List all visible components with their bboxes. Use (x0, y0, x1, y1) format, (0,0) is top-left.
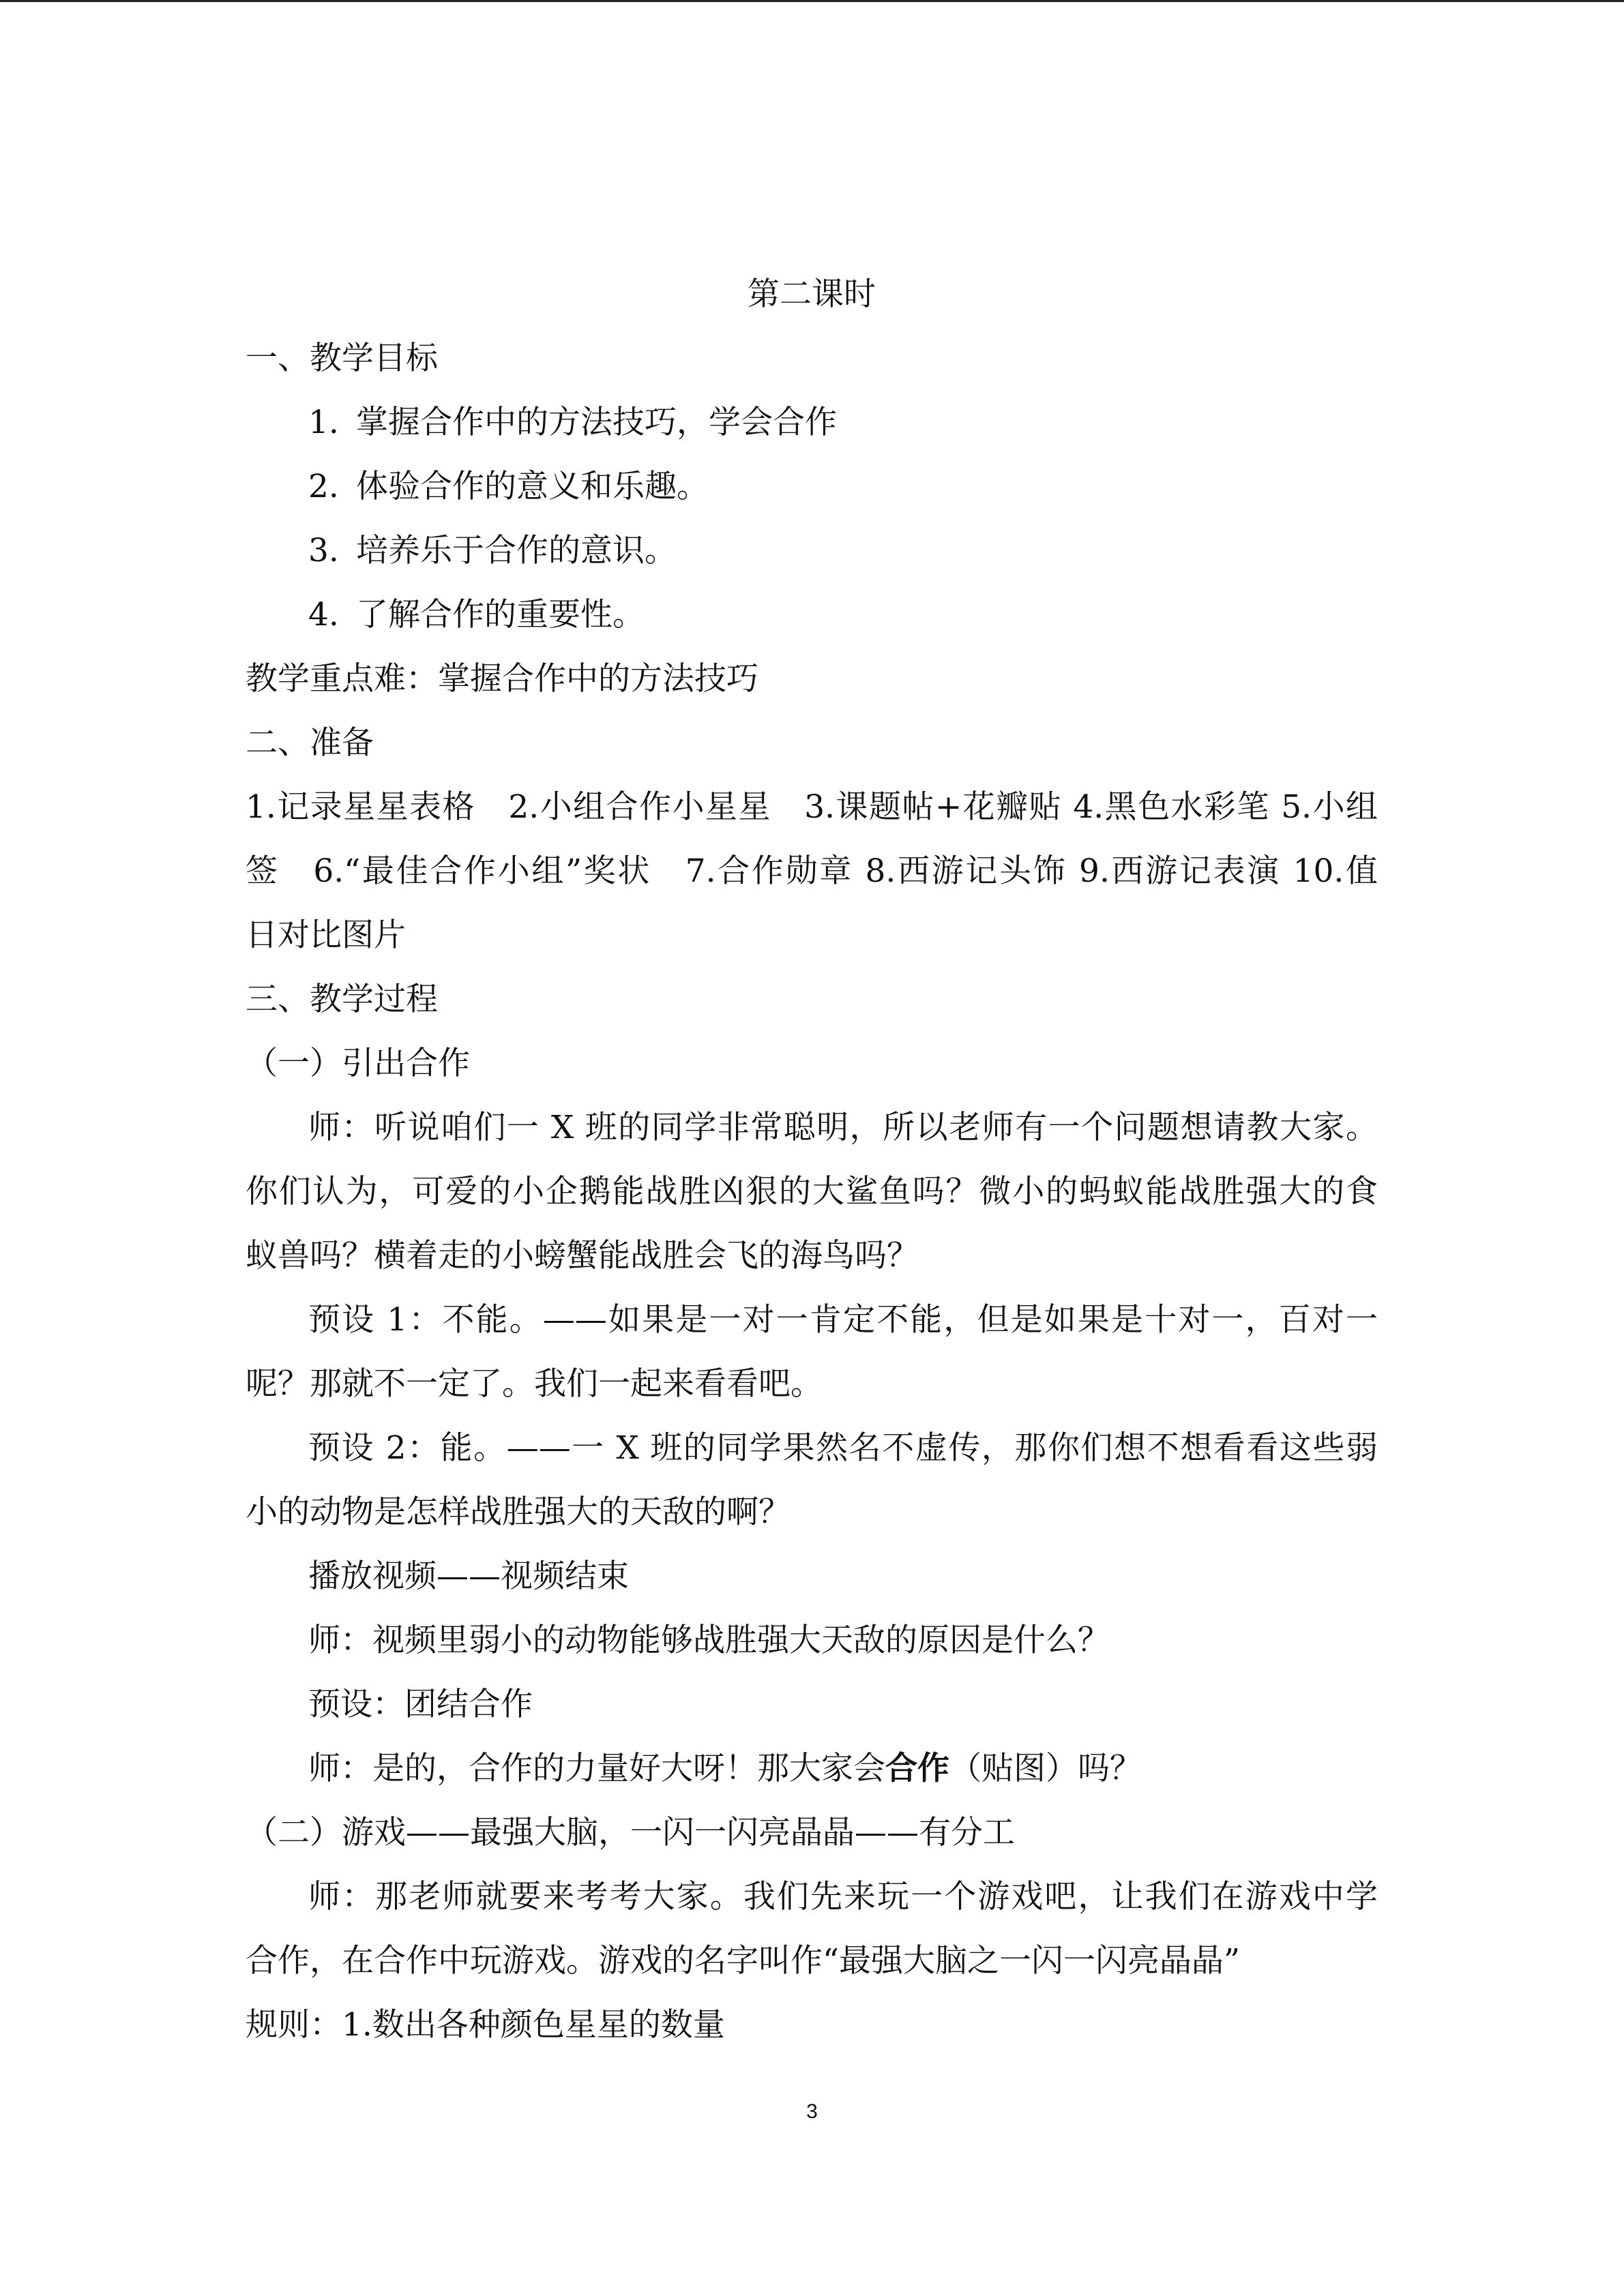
objective-text: 培养乐于合作的意识。 (356, 532, 677, 569)
document-page (246, 263, 1378, 2057)
paragraph-line: 你们认为，可爱的小企鹅能战胜凶狠的大鲨鱼吗？微小的蚂蚁能战胜强大的食 (246, 1173, 1378, 1210)
objective-item (246, 455, 1378, 519)
rule-line: 规则：1.数出各种颜色星星的数量 (246, 2006, 725, 2044)
paragraph-line (246, 1737, 1378, 1801)
key-points-line: 教学重点难：掌握合作中的方法技巧 (246, 660, 758, 698)
objective-item (246, 583, 1378, 647)
objective-number: 1. (308, 404, 339, 441)
objective-number: 4. (308, 596, 339, 633)
section-heading-objectives: 一、教学目标 (246, 340, 438, 377)
subsection-heading-intro: （一）引出合作 (246, 1045, 470, 1082)
objective-text: 掌握合作中的方法技巧，学会合作 (356, 404, 837, 441)
paragraph-line: 合作，在合作中玩游戏。游戏的名字叫作“最强大脑之一闪一闪亮晶晶” (246, 1942, 1241, 1980)
page-title: 第二课时 (748, 275, 876, 313)
section-heading-preparation: 二、准备 (246, 724, 374, 762)
top-border-line (0, 0, 1624, 2)
objective-text: 了解合作的重要性。 (356, 596, 645, 633)
objective-number: 2. (308, 468, 339, 505)
paragraph-line: 预设 2：能。——一 X 班的同学果然名不虚传，那你们想不想看看这些弱 (308, 1429, 1378, 1467)
subsection-heading-game: （二）游戏——最强大脑，一闪一闪亮晶晶——有分工 (246, 1814, 1015, 1851)
paragraph-line: 师：听说咱们一 X 班的同学非常聪明，所以老师有一个问题想请教大家。 (308, 1109, 1378, 1146)
objective-item (246, 391, 1378, 455)
paragraph-line: 蚁兽吗？横着走的小螃蟹能战胜会飞的海鸟吗？ (246, 1237, 919, 1274)
preparation-line: 日对比图片 (246, 916, 406, 954)
text-segment: （贴图）吗？ (949, 1750, 1142, 1787)
text-segment: 师：是的，合作的力量好大呀！那大家会 (308, 1750, 885, 1787)
bold-keyword: 合作 (885, 1750, 949, 1787)
paragraph-line: 播放视频——视频结束 (308, 1557, 629, 1595)
section-heading-process: 三、教学过程 (246, 981, 438, 1018)
preparation-line: 1.记录星星表格 2.小组合作小星星 3.课题帖+花瓣贴 4.黑色水彩笔 5.小组 (246, 788, 1378, 826)
page-number: 3 (806, 2100, 818, 2123)
paragraph-line: 呢？那就不一定了。我们一起来看看吧。 (246, 1365, 823, 1403)
objective-text: 体验合作的意义和乐趣。 (356, 468, 709, 505)
objective-item (246, 519, 1378, 583)
paragraph-line: 预设 1：不能。——如果是一对一肯定不能，但是如果是十对一，百对一 (308, 1301, 1378, 1339)
paragraph-line: 预设：团结合作 (308, 1686, 533, 1723)
paragraph-line: 师：那老师就要来考考大家。我们先来玩一个游戏吧，让我们在游戏中学 (308, 1878, 1378, 1915)
preparation-line: 签 6.“最佳合作小组”奖状 7.合作勋章 8.西游记头饰 9.西游记表演 10.值 (246, 852, 1378, 890)
objective-number: 3. (308, 532, 339, 569)
paragraph-line: 师：视频里弱小的动物能够战胜强大天敌的原因是什么？ (308, 1622, 1110, 1659)
paragraph-line: 小的动物是怎样战胜强大的天敌的啊？ (246, 1493, 791, 1531)
